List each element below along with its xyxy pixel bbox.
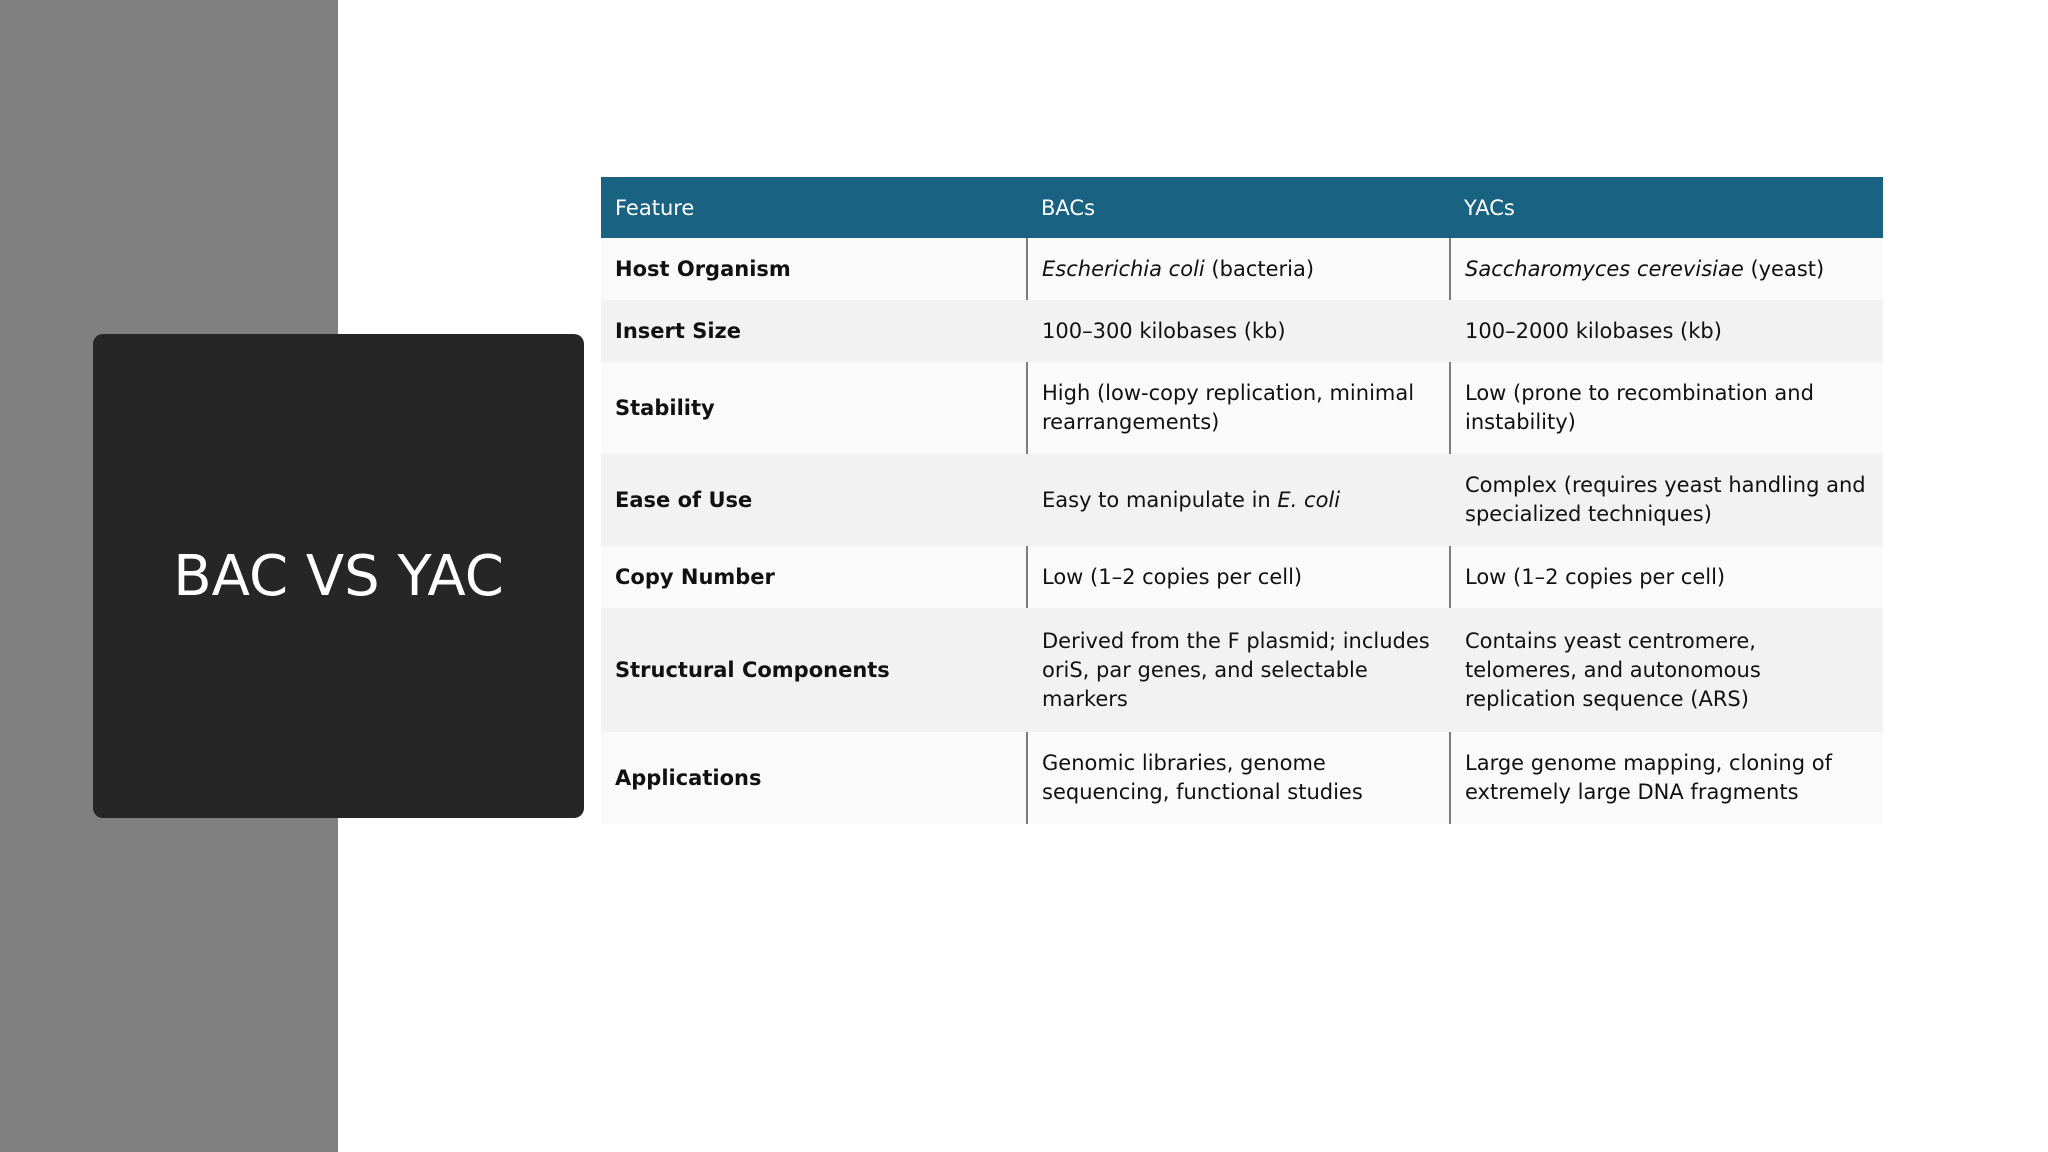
bac-host-rest: (bacteria) xyxy=(1204,256,1315,281)
bac-cell xyxy=(1027,238,1450,300)
yac-cell: Complex (requires yeast handling and specialized techniques) xyxy=(1450,454,1883,546)
feature-cell: Copy Number xyxy=(601,546,1027,608)
bac-ease-text: Easy to manipulate in xyxy=(1042,487,1278,512)
header-feature: Feature xyxy=(601,177,1027,238)
table-row xyxy=(601,546,1883,608)
bac-cell: Genomic libraries, genome sequencing, functional studies xyxy=(1027,732,1450,824)
slide-title: BAC VS YAC xyxy=(173,543,504,609)
bac-host-italic: Escherichia coli xyxy=(1042,256,1205,281)
yac-cell xyxy=(1450,238,1883,300)
header-bacs: BACs xyxy=(1027,177,1450,238)
title-card xyxy=(93,334,584,818)
table-row xyxy=(601,238,1883,300)
feature-cell: Structural Components xyxy=(601,608,1027,732)
feature-cell: Stability xyxy=(601,362,1027,454)
yac-host-rest: (yeast) xyxy=(1743,256,1825,281)
yac-cell: Large genome mapping, cloning of extremely large DNA fragments xyxy=(1450,732,1883,824)
feature-cell: Applications xyxy=(601,732,1027,824)
feature-cell: Host Organism xyxy=(601,238,1027,300)
header-yacs: YACs xyxy=(1450,177,1883,238)
table-row xyxy=(601,454,1883,546)
bac-cell: Derived from the F plasmid; includes oriS, par genes, and selectable markers xyxy=(1027,608,1450,732)
yac-cell: Low (prone to recombination and instability) xyxy=(1450,362,1883,454)
yac-host-italic: Saccharomyces cerevisiae xyxy=(1465,256,1744,281)
comparison-table xyxy=(601,177,1883,824)
bac-cell: Low (1–2 copies per cell) xyxy=(1027,546,1450,608)
table-row xyxy=(601,300,1883,362)
yac-cell: Low (1–2 copies per cell) xyxy=(1450,546,1883,608)
feature-cell: Insert Size xyxy=(601,300,1027,362)
bac-cell: High (low-copy replication, minimal rearrangements) xyxy=(1027,362,1450,454)
yac-cell: 100–2000 kilobases (kb) xyxy=(1450,300,1883,362)
feature-cell: Ease of Use xyxy=(601,454,1027,546)
table-row xyxy=(601,732,1883,824)
bac-ease-italic: E. coli xyxy=(1277,487,1341,512)
bac-cell xyxy=(1027,454,1450,546)
table-header-row xyxy=(601,177,1883,238)
table-row xyxy=(601,608,1883,732)
table-row xyxy=(601,362,1883,454)
comparison-table-wrapper xyxy=(601,177,1883,824)
yac-cell: Contains yeast centromere, telomeres, and autonomous replication sequence (ARS) xyxy=(1450,608,1883,732)
bac-cell: 100–300 kilobases (kb) xyxy=(1027,300,1450,362)
